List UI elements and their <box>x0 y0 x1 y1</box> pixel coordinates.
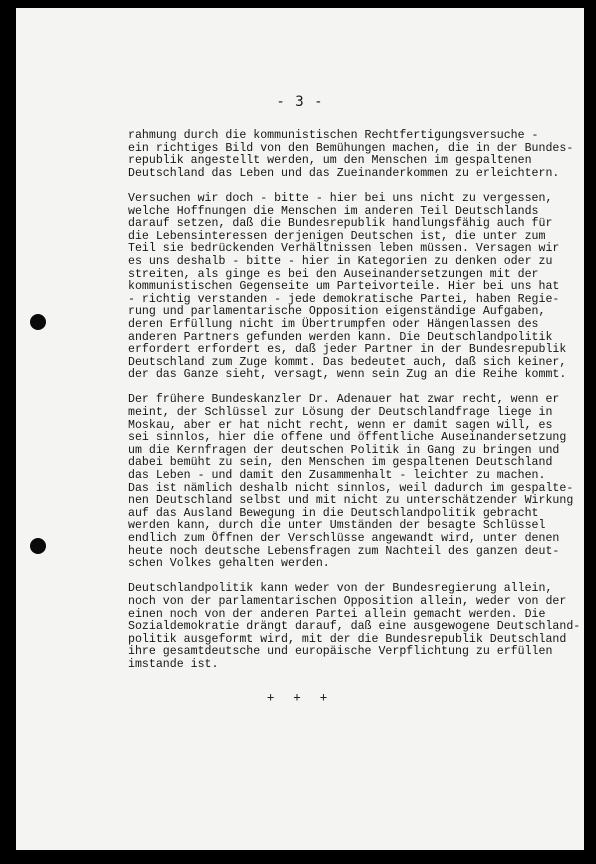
page-number: - 3 - <box>276 94 324 110</box>
text-line: anderen Partners gefunden werden kann. Die Deutschlandpolitik <box>128 330 553 344</box>
text-line: streiten, als ginge es bei den Auseinandersetzungen mit der <box>128 267 539 281</box>
text-line: kommunistischen Gegenseite um Parteivorteile. Hier bei uns hat <box>128 280 560 294</box>
text-line: Sozialdemokratie drängt darauf, daß eine ausgewogene Deutschland- <box>128 620 581 634</box>
text-line: Teil sie bedrückenden Verhältnissen leben müssen. Versagen wir <box>128 242 560 256</box>
text-line: schen Volkes gehalten werden. <box>128 557 330 571</box>
text-line: auf das Ausland Bewegung in die Deutschlandpolitik gebracht <box>128 506 539 520</box>
document-page <box>16 8 584 850</box>
text-line: Versuchen wir doch - bitte - hier bei uns nicht zu vergessen, <box>128 191 553 205</box>
text-line: Deutschlandpolitik kann weder von der Bundesregierung allein, <box>128 582 553 596</box>
text-line: um die Kernfragen der deutschen Politik in Gang zu bringen und <box>128 443 560 457</box>
text-line: deren Erfüllung nicht im Übertrumpfen oder Hängenlassen des <box>128 317 539 331</box>
text-line: ein richtiges Bild von den Bemühungen machen, die in der Bundes- <box>128 141 574 155</box>
text-line: darauf setzen, daß die Bundesrepublik handlungsfähig auch für <box>128 217 553 231</box>
text-line: noch von der parlamentarischen Opposition allein, weder von der <box>128 594 567 608</box>
text-line: werden kann, durch die unter Umständen der besagte Schlüssel <box>128 519 546 533</box>
text-line: nen Deutschland selbst und mit nicht zu unterschätzender Wirkung <box>128 494 574 508</box>
text-line: ihre gesamtdeutsche und europäische Verpflichtung zu erfüllen <box>128 645 553 659</box>
text-line: das Leben - und damit den Zusammenhalt - leichter zu machen. <box>128 469 546 483</box>
text-line: der das Ganze sieht, versagt, wenn sein Zug an die Reihe kommt. <box>128 368 567 382</box>
text-line: Moskau, aber er hat nicht recht, wenn er damit sagen will, es <box>128 418 553 432</box>
text-line: - richtig verstanden - jede demokratische Partei, haben Regie- <box>128 292 560 306</box>
paragraph <box>128 582 581 671</box>
text-line: es uns deshalb - bitte - hier in Kategorien zu denken oder zu <box>128 254 553 268</box>
text-line: republik angestellt werden, um den Menschen im gespaltenen <box>128 154 532 168</box>
text-line: Der frühere Bundeskanzler Dr. Adenauer hat zwar recht, wenn er <box>128 393 560 407</box>
text-line: meint, der Schlüssel zur Lösung der Deutschlandfrage liege in <box>128 406 553 420</box>
text-line: rahmung durch die kommunistischen Rechtfertigungsversuche - <box>128 129 539 142</box>
end-marks: + + + <box>266 690 334 704</box>
paragraph <box>128 394 573 570</box>
punch-hole-bottom <box>30 538 46 554</box>
paragraph <box>128 130 573 180</box>
text-line: erfordert erfordert es, daß jeder Partner in der Bundesrepublik <box>128 343 567 357</box>
punch-hole-top <box>30 314 46 330</box>
text-line: einen noch von der anderen Partei allein gemacht werden. Die <box>128 607 546 621</box>
text-line: rung und parlamentarische Opposition eigenständige Aufgaben, <box>128 305 546 319</box>
text-line: Deutschland das Leben und das Zueinanderkommen zu erleichtern. <box>128 166 560 180</box>
text-line: imstande ist. <box>128 657 219 671</box>
body-text <box>128 129 581 684</box>
text-line: Das ist nämlich deshalb nicht sinnlos, weil dadurch im gespalte- <box>128 481 574 495</box>
text-line: politik ausgeformt wird, mit der die Bundesrepublik Deutschland <box>128 632 567 646</box>
text-line: heute noch deutsche Lebensfragen zum Nachteil des ganzen deut- <box>128 544 560 558</box>
text-line: die Lebensinteressen derjenigen Deutschen ist, die unter zum <box>128 229 546 243</box>
text-line: endlich zum Öffnen der Verschlüsse angewandt wird, unter denen <box>128 532 560 545</box>
text-line: Deutschland zum Zuge kommt. Das bedeutet auch, daß sich keiner, <box>128 355 567 369</box>
paragraph <box>128 193 573 382</box>
text-line: welche Hoffnungen die Menschen im anderen Teil Deutschlands <box>128 204 539 218</box>
text-line: dabei bemüht zu sein, den Menschen im gespaltenen Deutschland <box>128 456 553 470</box>
text-line: sei sinnlos, hier die offene und öffentliche Auseinandersetzung <box>128 431 567 445</box>
